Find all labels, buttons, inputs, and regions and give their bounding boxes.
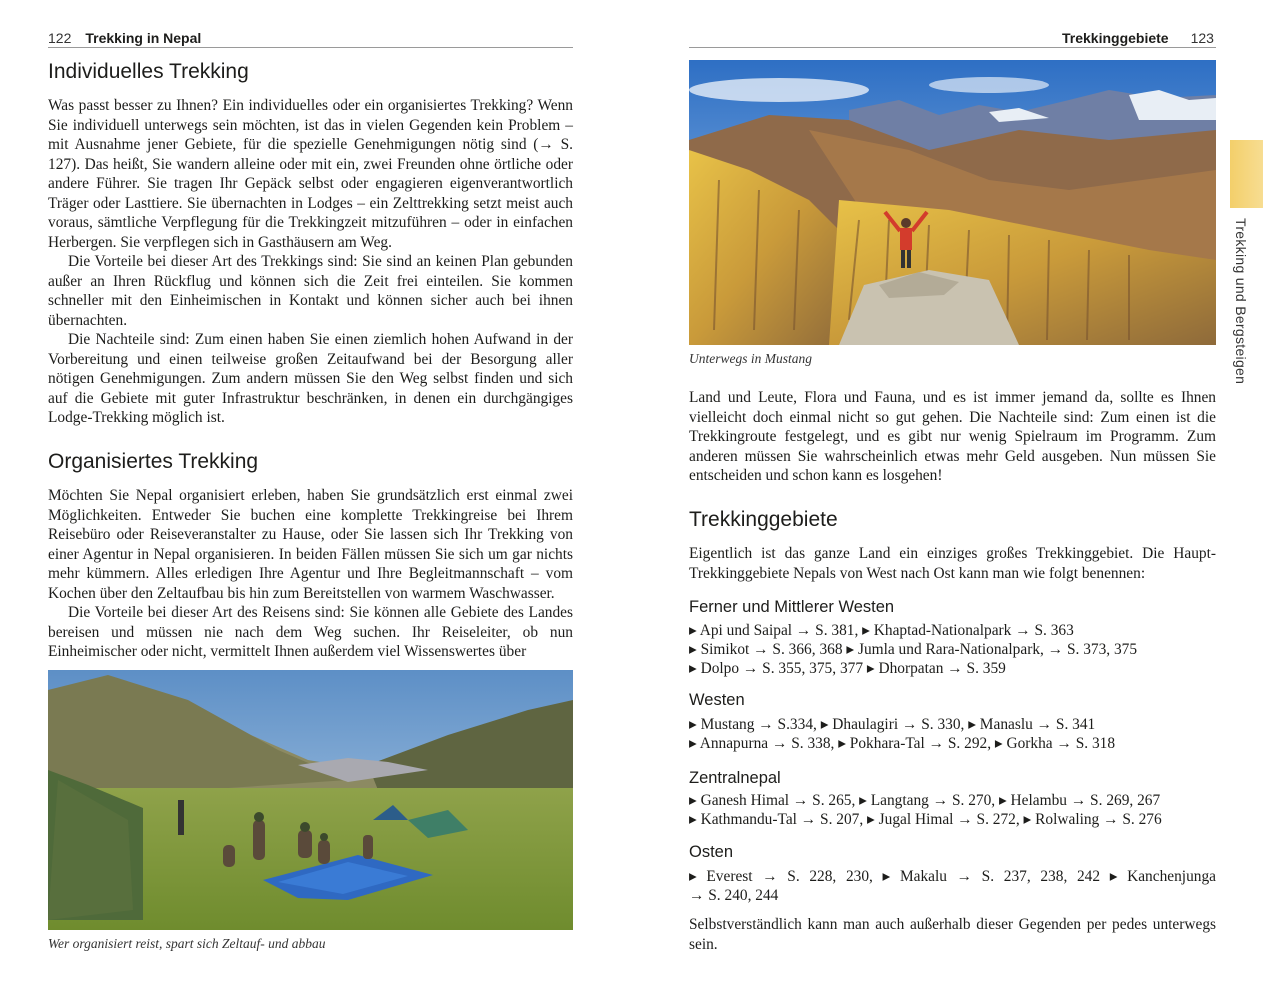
left-running-title: Trekking in Nepal	[85, 30, 202, 46]
chapter-thumb-tab	[1230, 140, 1263, 208]
region-heading-ferner-westen: Ferner und Mittlerer Westen	[689, 598, 895, 616]
areas-intro-text	[689, 544, 1216, 583]
right-page	[640, 0, 1263, 1000]
right-page-number: 123	[1190, 30, 1214, 46]
individual-paragraph-1: Was passt besser zu Ihnen? Ein individuelles oder ein organisiertes Trekking? Wenn Sie individuell unterwegs sein möchten, ist das in vielen Gegenden kein Problem – mit Ausnahme jener Gebiete, für die spezielle Genehmigungen nötig sind (→ S. 127). Das heißt, Sie wandern alleine oder mit ein, zwei Freunden ohne örtliche oder andere Führer. Sie tragen Ihr Gepäck selbst oder engagieren eigenverantwortlich Träger oder Lasttiere. Sie übernachten in Lodges – ein Zelttrekking setzt meist auch voraus, sämtliche Verpflegung für die Trekkingzeit mitzuführen – oder in einfachen Herbergen. Sie verpflegen sich in Gasthäusern am Weg.	[48, 97, 573, 251]
right-running-title: Trekkinggebiete	[1062, 30, 1169, 46]
continuation-paragraph: Land und Leute, Flora und Fauna, und es ist immer jemand da, sollte es Ihnen vielleicht doch einmal nicht so gut gehen. Die Nachteile sind: Zum einen ist die Trekkingroute festgelegt, und es gibt nur wenig Spielraum im Programm. Zum anderen müssen Sie wahrscheinlich etwas mehr Geld ausgeben. Nun müssen Sie entscheiden und schon kann es losgehen!	[689, 389, 1216, 484]
region-line: ▸ Mustang → S.334, ▸ Dhaulagiri → S. 330, ▸ Manaslu → S. 341	[689, 716, 1096, 733]
heading-organisiertes-trekking: Organisiertes Trekking	[48, 450, 259, 473]
left-header-rule	[48, 47, 573, 48]
region-line: → S. 240, 244	[689, 887, 779, 904]
right-running-head	[1062, 30, 1214, 46]
region-line: ▸ Annapurna → S. 338, ▸ Pokhara-Tal → S. 292, ▸ Gorkha → S. 318	[689, 735, 1116, 752]
region-list-osten	[689, 867, 1216, 905]
photo-mustang	[689, 60, 1216, 345]
region-line: ▸ Kathmandu-Tal → S. 207, ▸ Jugal Himal → S. 272, ▸ Rolwaling → S. 276	[689, 811, 1162, 828]
region-list-ferner-westen	[689, 621, 1137, 678]
closing-text	[689, 915, 1216, 954]
mustang-photo-caption: Unterwegs in Mustang	[689, 351, 812, 366]
continuation-text	[689, 388, 1216, 486]
region-heading-osten: Osten	[689, 843, 734, 861]
left-page-number: 122	[48, 30, 72, 46]
individual-section-text	[48, 96, 573, 428]
region-line: ▸ Api und Saipal → S. 381, ▸ Khaptad-Nationalpark → S. 363	[689, 622, 1074, 639]
region-heading-zentralnepal: Zentralnepal	[689, 769, 781, 787]
region-list-zentralnepal	[689, 791, 1162, 829]
mustang-illustration	[689, 60, 1216, 345]
right-header-rule	[689, 47, 1216, 48]
region-line: ▸ Everest → S. 228, 230, ▸ Makalu → S. 237, 238, 242 ▸ Kanchenjunga	[689, 868, 1216, 885]
camp-photo-caption: Wer organisiert reist, spart sich Zeltauf- und abbau	[48, 936, 326, 951]
region-heading-westen: Westen	[689, 691, 745, 709]
left-page	[0, 0, 620, 1000]
region-line: ▸ Ganesh Himal → S. 265, ▸ Langtang → S. 270, ▸ Helambu → S. 269, 267	[689, 792, 1161, 809]
region-line: ▸ Simikot → S. 366, 368 ▸ Jumla und Rara-Nationalpark, → S. 373, 375	[689, 641, 1138, 658]
heading-individuelles-trekking: Individuelles Trekking	[48, 60, 249, 83]
camp-illustration	[48, 670, 573, 930]
region-line: ▸ Dolpo → S. 355, 375, 377 ▸ Dhorpatan → S. 359	[689, 660, 1006, 677]
photo-camp-tents	[48, 670, 573, 930]
organized-paragraph-1: Möchten Sie Nepal organisiert erleben, haben Sie grundsätzlich erst einmal zwei Möglichkeiten. Entweder Sie buchen eine komplette Trekkingreise bei Ihrem Reisebüro oder Reiseveranstalter zu Hause, oder Sie lassen sich Ihr Trekking von einer Agentur in Nepal organisieren. In beiden Fällen müssen Sie sich um gar nichts mehr kümmern. Alles erledigen Ihre Agentur und Ihre Begleitmannschaft – vom Kochen über den Zeltaufbau bis hin zum Bereitstellen von warmem Waschwasser.	[48, 487, 573, 602]
chapter-side-label: Trekking und Bergsteigen	[1233, 218, 1249, 385]
organized-paragraph-2: Die Vorteile bei dieser Art des Reisens sind: Sie können alle Gebiete des Landes bereisen und müssen nie nach dem Weg suchen. Ihr Reiseleiter, ob nun Einheimischer oder nicht, vermittelt Ihnen außerdem viel Wissenswertes über	[48, 604, 573, 660]
organized-section-text	[48, 486, 573, 662]
individual-paragraph-2: Die Vorteile bei dieser Art des Trekkings sind: Sie sind an keinen Plan gebunden außer an Ihren Rückflug und können sich die Zeit frei einteilen. Sie kommen schneller mit den Einheimischen in Kontakt und können sicher auch bei ihnen übernachten.	[48, 253, 573, 329]
heading-trekkinggebiete: Trekkinggebiete	[689, 508, 838, 531]
closing-paragraph: Selbstverständlich kann man auch außerhalb dieser Gegenden per pedes unterwegs sein.	[689, 916, 1216, 953]
areas-intro-paragraph: Eigentlich ist das ganze Land ein einziges großes Trekkinggebiet. Die Haupt-Trekkinggebiete Nepals von West nach Ost kann man wie folgt benennen:	[689, 545, 1216, 582]
region-list-westen	[689, 715, 1115, 753]
individual-paragraph-3: Die Nachteile sind: Zum einen haben Sie einen ziemlich hohen Aufwand in der Vorbereitung und einen teilweise großen Zeitaufwand bei der Besorgung aller nötigen Genehmigungen. Zum andern müssen Sie den Weg selbst finden und sich auf die Gebiete mit guter Infrastruktur beschränken, in denen ein durchgängiges Lodge-Trekking möglich ist.	[48, 331, 573, 426]
left-running-head	[48, 30, 201, 46]
